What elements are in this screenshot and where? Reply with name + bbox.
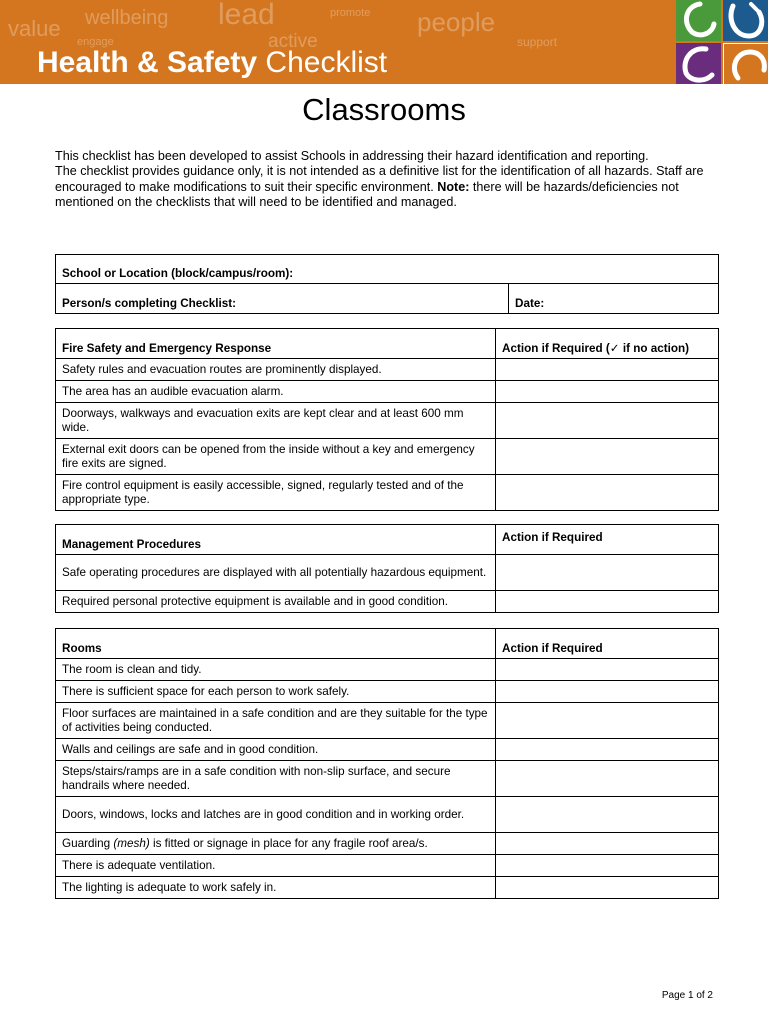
swirl-icon [723,0,768,41]
banner-word: support [517,35,558,49]
action-cell[interactable] [496,833,719,855]
logo-purple-square [676,43,721,84]
date-label: Date: [515,297,545,310]
banner-title-regular: Checklist [265,46,388,79]
page-number: Page 1 of 2 [661,990,713,1001]
action-cell[interactable] [496,403,719,439]
fire-safety-table [55,328,719,511]
logo-orange-square [723,43,768,84]
checklist-item: Steps/stairs/ramps are in a safe condition with non-slip surface, and secure handrails where needed. [56,761,496,797]
person-label: Person/s completing Checklist: [62,297,237,310]
rooms-table [55,628,719,899]
banner-word: promote [330,7,371,19]
action-cell[interactable] [496,659,719,681]
intro-text-part: there will be hazards/deficiencies not mentioned on the checklists that will need to be identified and managed. [55,179,679,210]
intro-paragraph: This checklist has been developed to assist Schools in addressing their hazard identification and reporting. [55,149,649,163]
fire-safety-heading: Fire Safety and Emergency Response [56,329,496,359]
action-heading: Action if Required [496,525,719,555]
checklist-item: Safety rules and evacuation routes are prominently displayed. [56,359,496,381]
checklist-item: Required personal protective equipment is available and in good condition. [56,591,496,613]
note-label: Note: [437,179,470,194]
banner-word: engage [77,36,114,48]
location-label: School or Location (block/campus/room): [62,267,294,280]
checklist-item: Fire control equipment is easily accessible, signed, regularly tested and of the appropriate type. [56,475,496,511]
checklist-item [56,833,496,855]
location-field[interactable] [56,255,719,284]
item-emphasis: (mesh) [113,836,150,850]
banner-word: people [417,7,496,37]
banner-word: lead [218,0,275,31]
banner-title-bold: Health & Safety [37,46,258,79]
banner-title [37,48,387,78]
action-cell[interactable] [496,359,719,381]
banner-word: value [8,16,61,41]
checklist-item: There is adequate ventilation. [56,855,496,877]
checklist-item: The area has an audible evacuation alarm. [56,381,496,403]
action-cell[interactable] [496,555,719,591]
action-cell[interactable] [496,475,719,511]
checklist-item: Doors, windows, locks and latches are in good condition and in working order. [56,797,496,833]
checklist-item: Floor surfaces are maintained in a safe condition and are they suitable for the type of activities being conducted. [56,703,496,739]
checklist-item: Walls and ceilings are safe and in good condition. [56,739,496,761]
swirl-icon [724,44,768,84]
action-cell[interactable] [496,381,719,403]
intro-text-part: The checklist provides guidance only, it is not intended as a definitive list for the identification of all hazards. Staff are encouraged to make modifications to suit their specific environment. [55,164,704,194]
rooms-heading: Rooms [56,629,496,659]
date-field[interactable] [509,284,719,314]
action-cell[interactable] [496,439,719,475]
checklist-item: External exit doors can be opened from the inside without a key and emergency fire exits are signed. [56,439,496,475]
checklist-item: The lighting is adequate to work safely in. [56,877,496,899]
logo-green-square [676,0,721,41]
page-title: Classrooms [302,92,466,127]
action-heading: Action if Required (✓ if no action) [496,329,719,359]
action-cell[interactable] [496,877,719,899]
swirl-icon [676,0,721,41]
action-cell[interactable] [496,739,719,761]
person-field[interactable] [56,284,509,314]
checklist-item: Doorways, walkways and evacuation exits are kept clear and at least 600 mm wide. [56,403,496,439]
action-cell[interactable] [496,681,719,703]
checklist-item: There is sufficient space for each person to work safely. [56,681,496,703]
action-cell[interactable] [496,855,719,877]
location-table [55,254,719,314]
action-heading: Action if Required [496,629,719,659]
management-table [55,524,719,613]
logo [676,0,768,84]
item-text: Guarding [62,836,111,850]
action-cell[interactable] [496,703,719,739]
action-cell[interactable] [496,591,719,613]
intro-text [55,149,710,211]
swirl-icon [676,43,721,84]
banner-word: wellbeing [85,7,169,29]
intro-paragraph [55,164,710,210]
banner-word: active [268,31,318,52]
checklist-item: The room is clean and tidy. [56,659,496,681]
action-cell[interactable] [496,797,719,833]
management-heading: Management Procedures [56,525,496,555]
header-banner [0,0,768,84]
item-text: is fitted or signage in place for any fragile roof area/s. [152,836,428,850]
checklist-item: Safe operating procedures are displayed with all potentially hazardous equipment. [56,555,496,591]
action-cell[interactable] [496,761,719,797]
logo-blue-square [723,0,768,41]
